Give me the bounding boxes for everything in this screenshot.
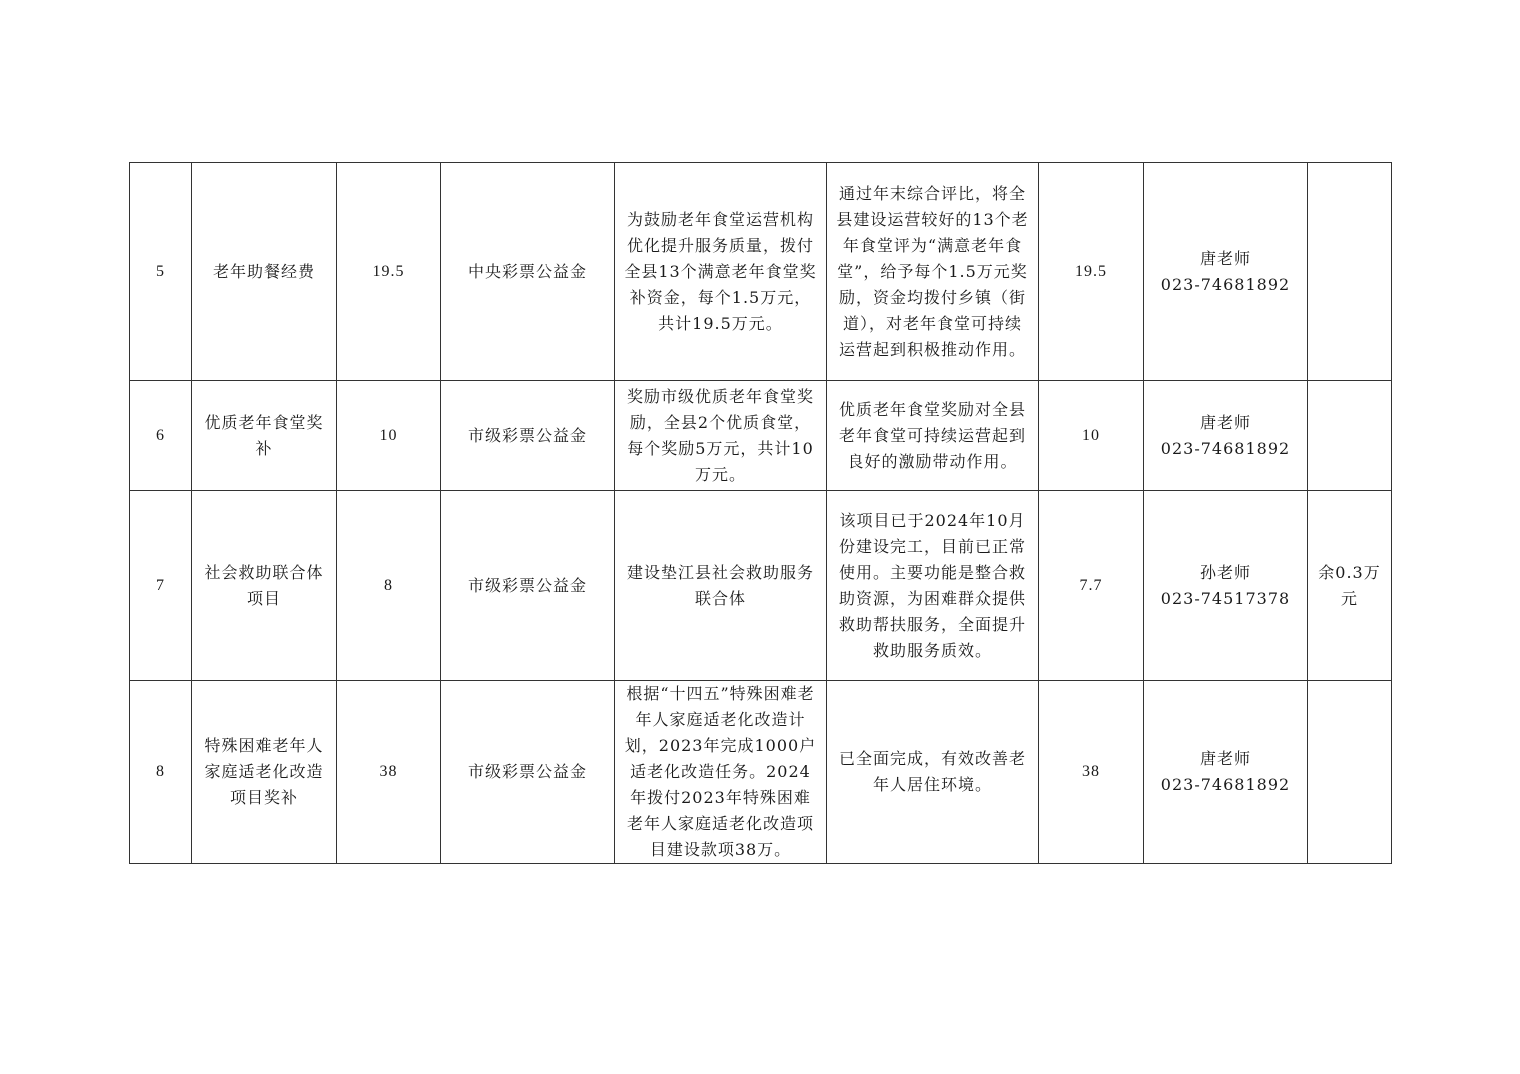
- contact-cell: [1144, 163, 1308, 381]
- project-name: 老年助餐经费: [192, 163, 337, 381]
- project-content: 奖励市级优质老年食堂奖励，全县2个优质食堂，每个奖励5万元，共计10万元。: [615, 381, 827, 491]
- contact-cell: [1144, 681, 1308, 864]
- project-table: [129, 162, 1392, 864]
- contact-phone: 023-74681892: [1160, 438, 1291, 458]
- remark: [1308, 381, 1392, 491]
- amount-spent: 38: [1039, 681, 1144, 864]
- funding-source: 市级彩票公益金: [441, 681, 615, 864]
- table-row: [130, 163, 1392, 381]
- row-number: 6: [130, 381, 192, 491]
- funding-amount: 10: [337, 381, 441, 491]
- project-name: 特殊困难老年人家庭适老化改造项目奖补: [192, 681, 337, 864]
- remark: [1308, 163, 1392, 381]
- project-content: 建设垫江县社会救助服务联合体: [615, 491, 827, 681]
- remark: [1308, 681, 1392, 864]
- remark: 余0.3万元: [1308, 491, 1392, 681]
- amount-spent: 10: [1039, 381, 1144, 491]
- row-number: 5: [130, 163, 192, 381]
- contact-name: 唐老师: [1199, 412, 1251, 432]
- contact-phone: 023-74517378: [1160, 588, 1291, 608]
- project-effect: 优质老年食堂奖励对全县老年食堂可持续运营起到良好的激励带动作用。: [827, 381, 1039, 491]
- contact-name: 唐老师: [1199, 749, 1251, 768]
- contact-name: 孙老师: [1199, 562, 1251, 582]
- project-name: 优质老年食堂奖补: [192, 381, 337, 491]
- project-content: 根据“十四五”特殊困难老年人家庭适老化改造计划，2023年完成1000户适老化改造任务。2024年拨付2023年特殊困难老年人家庭适老化改造项目建设款项38万。: [615, 681, 827, 864]
- contact-cell: [1144, 491, 1308, 681]
- funding-amount: 19.5: [337, 163, 441, 381]
- funding-source: 市级彩票公益金: [441, 491, 615, 681]
- project-effect: 通过年末综合评比，将全县建设运营较好的13个老年食堂评为“满意老年食堂”，给予每个1.5万元奖励，资金均拨付乡镇（街道），对老年食堂可持续运营起到积极推动作用。: [827, 163, 1039, 381]
- contact-phone: 023-74681892: [1160, 775, 1291, 794]
- funding-source: 中央彩票公益金: [441, 163, 615, 381]
- row-number: 8: [130, 681, 192, 864]
- project-effect: 已全面完成，有效改善老年人居住环境。: [827, 681, 1039, 864]
- funding-amount: 8: [337, 491, 441, 681]
- project-effect: 该项目已于2024年10月份建设完工，目前已正常使用。主要功能是整合救助资源，为困难群众提供救助帮扶服务，全面提升救助服务质效。: [827, 491, 1039, 681]
- funding-source: 市级彩票公益金: [441, 381, 615, 491]
- table-row: [130, 491, 1392, 681]
- contact-cell: [1144, 381, 1308, 491]
- funding-amount: 38: [337, 681, 441, 864]
- row-number: 7: [130, 491, 192, 681]
- amount-spent: 7.7: [1039, 491, 1144, 681]
- table-row: [130, 681, 1392, 864]
- contact-name: 唐老师: [1199, 248, 1251, 268]
- amount-spent: 19.5: [1039, 163, 1144, 381]
- contact-phone: 023-74681892: [1160, 274, 1291, 294]
- table-row: [130, 381, 1392, 491]
- project-content: 为鼓励老年食堂运营机构优化提升服务质量，拨付全县13个满意老年食堂奖补资金，每个1.5万元，共计19.5万元。: [615, 163, 827, 381]
- project-name: 社会救助联合体项目: [192, 491, 337, 681]
